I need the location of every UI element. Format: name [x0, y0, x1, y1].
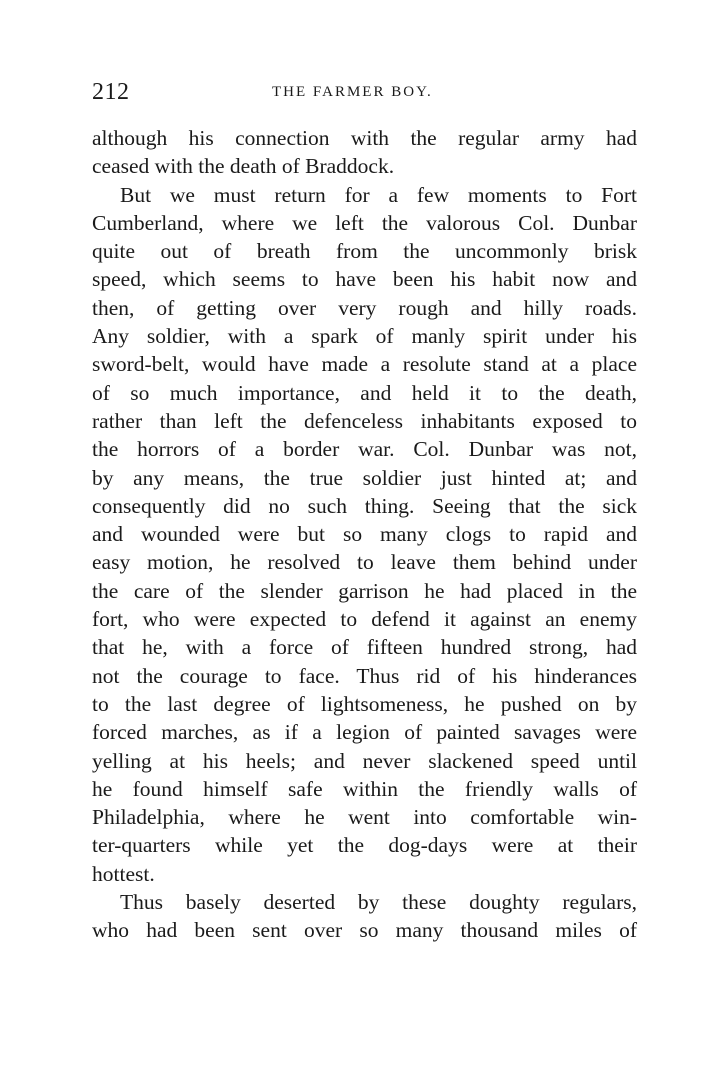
text-line: Cumberland, where we left the valorous Col. Dunbar — [92, 210, 637, 235]
text-line: rather than left the defenceless inhabitants exposed to — [92, 408, 637, 433]
text-line: quite out of breath from the uncommonly brisk — [92, 239, 637, 264]
text-line: Thus basely deserted by these doughty regulars, — [120, 890, 637, 915]
text-line: ter-quarters while yet the dog-days were at their — [92, 833, 637, 858]
text-line: hottest. — [92, 861, 155, 886]
text-line: speed, which seems to have been his habit now and — [92, 267, 637, 292]
text-line: of so much importance, and held it to the death, — [92, 380, 637, 405]
text-line: the horrors of a border war. Col. Dunbar was not, — [92, 437, 637, 462]
body-text — [92, 124, 637, 945]
text-line: by any means, the true soldier just hinted at; and — [92, 465, 637, 490]
text-line: forced marches, as if a legion of painted savages were — [92, 720, 637, 745]
text-line: he found himself safe within the friendly walls of — [92, 776, 637, 801]
text-line: ceased with the death of Braddock. — [92, 154, 395, 179]
text-line: But we must return for a few moments to Fort — [120, 182, 637, 207]
text-line: fort, who were expected to defend it against an enemy — [92, 607, 637, 632]
text-line: that he, with a force of fifteen hundred strong, had — [92, 635, 637, 660]
page-number: 212 — [92, 79, 130, 105]
text-line: Any soldier, with a spark of manly spirit under his — [92, 324, 637, 349]
text-line: although his connection with the regular army had — [92, 126, 637, 150]
text-line: consequently did no such thing. Seeing that the sick — [92, 493, 637, 518]
text-line: who had been sent over so many thousand miles of — [92, 918, 637, 943]
text-line: then, of getting over very rough and hilly roads. — [92, 295, 637, 320]
text-line: to the last degree of lightsomeness, he pushed on by — [92, 691, 637, 716]
text-line: Philadelphia, where he went into comfortable win- — [92, 805, 637, 830]
text-line: easy motion, he resolved to leave them behind under — [92, 550, 637, 575]
text-line: and wounded were but so many clogs to rapid and — [92, 522, 637, 547]
text-line: sword-belt, would have made a resolute stand at a place — [92, 352, 637, 377]
text-line: the care of the slender garrison he had placed in the — [92, 578, 637, 603]
page-header-title: THE FARMER BOY. — [272, 84, 433, 100]
text-line: not the courage to face. Thus rid of his hinderances — [92, 663, 637, 688]
running-head — [92, 78, 637, 106]
text-line: yelling at his heels; and never slackened speed until — [92, 748, 637, 773]
